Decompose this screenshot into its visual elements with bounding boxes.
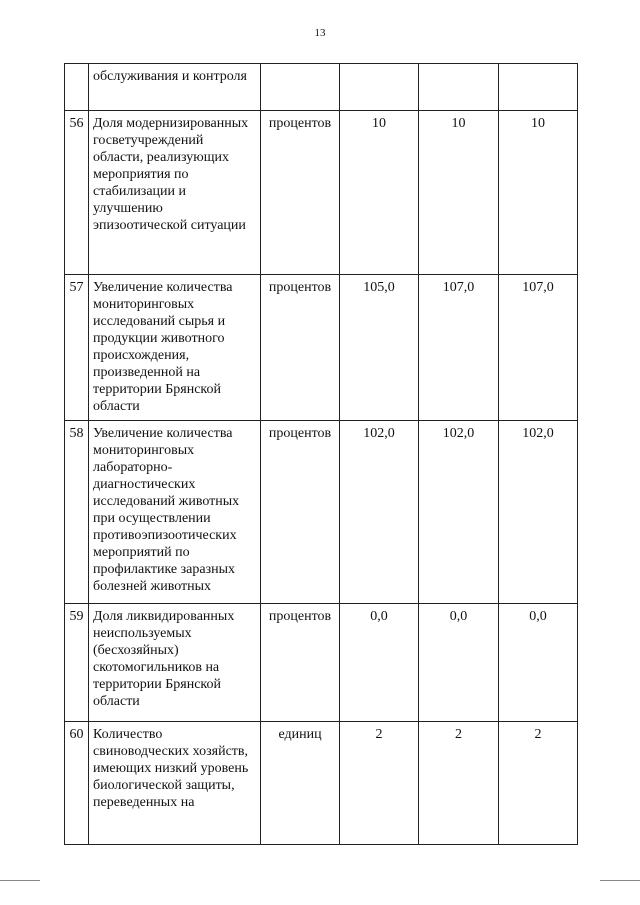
value-cell: 0,0	[419, 604, 499, 722]
value-cell	[499, 64, 578, 111]
row-number: 56	[65, 111, 89, 275]
value-cell: 2	[499, 722, 578, 845]
table-row	[65, 111, 578, 275]
table-row	[65, 421, 578, 604]
unit-cell: процентов	[261, 111, 340, 275]
row-number	[65, 64, 89, 111]
value-cell: 102,0	[419, 421, 499, 604]
value-cell: 10	[340, 111, 419, 275]
indicators-table	[64, 63, 578, 845]
value-cell	[419, 64, 499, 111]
row-number: 58	[65, 421, 89, 604]
value-cell: 105,0	[340, 275, 419, 421]
value-cell: 2	[419, 722, 499, 845]
table-row	[65, 275, 578, 421]
indicator-name: Увеличение количества мониторинговых исследований сырья и продукции животного происхождения, произведенной на территории Брянской области	[89, 275, 261, 421]
page-number: 13	[314, 27, 326, 39]
value-cell: 2	[340, 722, 419, 845]
row-number: 57	[65, 275, 89, 421]
table-row	[65, 604, 578, 722]
indicator-name: Доля ликвидированных неиспользуемых (бесхозяйных) скотомогильников на территории Брянской области	[89, 604, 261, 722]
unit-cell: процентов	[261, 275, 340, 421]
value-cell: 10	[499, 111, 578, 275]
value-cell: 0,0	[340, 604, 419, 722]
indicator-name: Увеличение количества мониторинговых лабораторно-диагностических исследований животных при осуществлении противоэпизоотических мероприятий по профилактике заразных болезней животных	[89, 421, 261, 604]
unit-cell: единиц	[261, 722, 340, 845]
table-row	[65, 64, 578, 111]
unit-cell	[261, 64, 340, 111]
value-cell	[340, 64, 419, 111]
value-cell: 102,0	[499, 421, 578, 604]
table-row	[65, 722, 578, 845]
unit-cell: процентов	[261, 421, 340, 604]
indicator-name: Доля модернизированных госветучреждений области, реализующих мероприятия по стабилизации и улучшению эпизоотической ситуации	[89, 111, 261, 275]
indicator-name: Количество свиноводческих хозяйств, имеющих низкий уровень биологической защиты, переведенных на	[89, 722, 261, 845]
row-number: 59	[65, 604, 89, 722]
value-cell: 10	[419, 111, 499, 275]
unit-cell: процентов	[261, 604, 340, 722]
value-cell: 107,0	[499, 275, 578, 421]
row-number: 60	[65, 722, 89, 845]
footer-rule-left	[0, 880, 40, 881]
footer-rule-right	[600, 880, 640, 881]
indicator-name: обслуживания и контроля	[89, 64, 261, 111]
value-cell: 0,0	[499, 604, 578, 722]
value-cell: 102,0	[340, 421, 419, 604]
value-cell: 107,0	[419, 275, 499, 421]
